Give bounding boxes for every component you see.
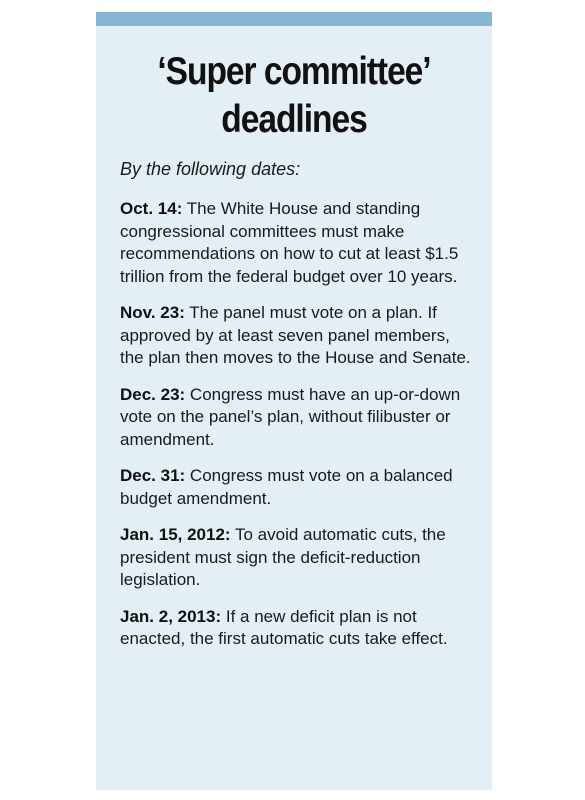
- deadline-entry-jan-15-2012: [120, 524, 474, 592]
- deadline-list: [120, 198, 474, 665]
- deadline-text: Congress must have an up-or-down vote on the panel’s plan, without filibuster or amendment.: [120, 384, 461, 449]
- deadline-entry-nov-23: [120, 302, 474, 370]
- deadline-date: Jan. 2, 2013:: [120, 606, 222, 626]
- deadline-entry-dec-23: [120, 384, 474, 452]
- headline-line-1: ‘Super committee’: [157, 50, 431, 93]
- deadlines-panel: [96, 12, 492, 790]
- deadline-date: Dec. 23:: [120, 384, 186, 404]
- deadline-entry-jan-2-2013: [120, 606, 474, 651]
- headline: [124, 48, 465, 144]
- deadline-date: Jan. 15, 2012:: [120, 525, 231, 544]
- deadline-date: Oct. 14:: [120, 199, 183, 218]
- deadline-text: Congress must vote on a balanced budget amendment.: [120, 466, 453, 508]
- headline-line-2: deadlines: [221, 98, 367, 141]
- deadline-entry-dec-31: [120, 465, 474, 510]
- deadline-text: If a new deficit plan is not enacted, the first automatic cuts take effect.: [120, 606, 448, 648]
- deadline-text: The White House and standing congressional committees must make recommendations on how to cut at least $1.5 trillion from the federal budget over 10 years.: [120, 199, 459, 286]
- intro-text: By the following dates:: [120, 159, 301, 179]
- deadline-date: Dec. 31:: [120, 466, 186, 485]
- deadline-entry-oct-14: [120, 198, 474, 288]
- deadline-text: The panel must vote on a plan. If approved by at least seven panel members, the plan then moves to the House and Senate.: [120, 303, 471, 367]
- accent-bar: [96, 12, 492, 26]
- deadline-date: Nov. 23:: [120, 303, 185, 322]
- deadline-text: To avoid automatic cuts, the president must sign the deficit-reduction legislation.: [120, 525, 446, 589]
